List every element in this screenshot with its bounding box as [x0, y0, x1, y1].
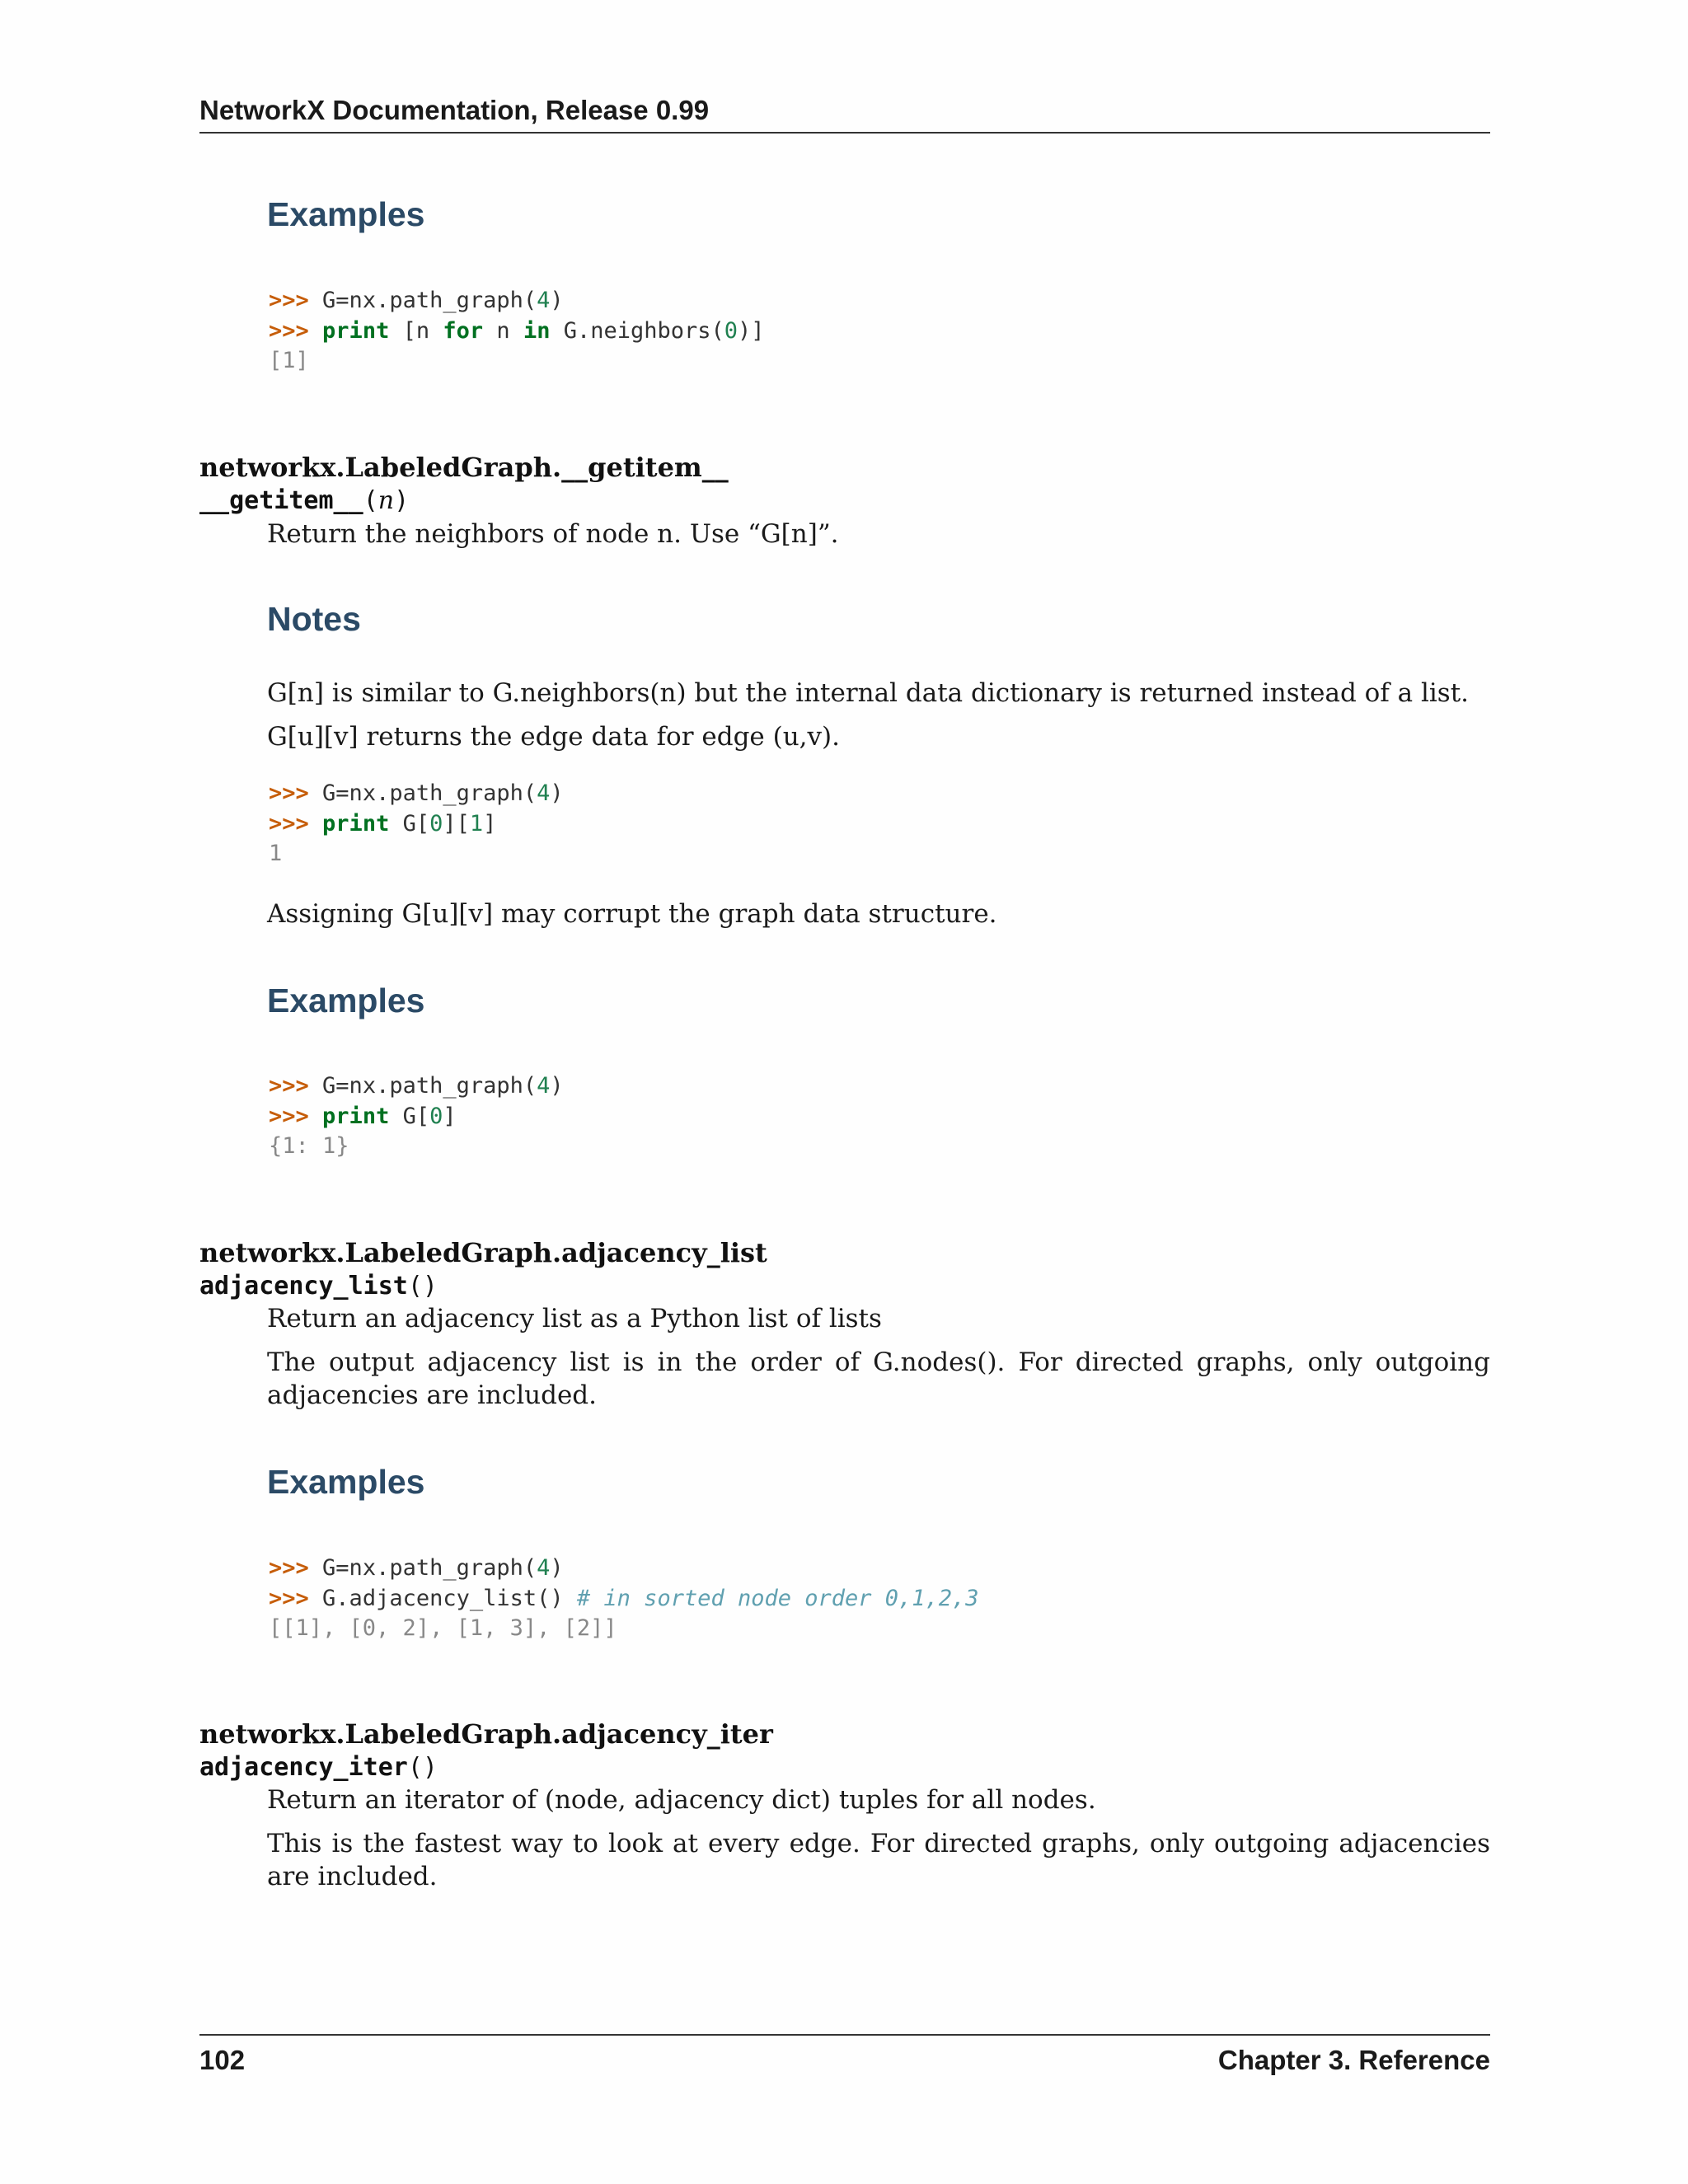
- api-paragraph: The output adjacency list is in the order of G.nodes(). For directed graphs, only outgoing adjacencies are included.: [267, 1347, 1490, 1410]
- code-line: >>> print [n for n in G.neighbors(0)]: [269, 317, 765, 344]
- page-number: 102: [199, 2045, 246, 2075]
- code-block-adjacency-list: [269, 1554, 979, 1644]
- code-output: [[1], [0, 2], [1, 3], [2]]: [269, 1615, 617, 1641]
- section-heading-examples: Examples: [267, 195, 425, 233]
- code-line: >>> print G[0]: [269, 1103, 457, 1129]
- code-line: >>> G=nx.path_graph(4): [269, 1073, 564, 1099]
- section-heading-examples: Examples: [267, 982, 425, 1019]
- code-block-getitem: [269, 1071, 564, 1162]
- code-line: >>> G=nx.path_graph(4): [269, 780, 564, 806]
- code-output: {1: 1}: [269, 1133, 349, 1159]
- api-signature: __getitem__(n): [199, 486, 410, 515]
- api-description: Return the neighbors of node n. Use “G[n]”.: [267, 519, 839, 549]
- notes-paragraph: G[n] is similar to G.neighbors(n) but the internal data dictionary is returned instead of a list.: [267, 678, 1470, 708]
- notes-paragraph: G[u][v] returns the edge data for edge (u,v).: [267, 722, 841, 752]
- notes-paragraph: Assigning G[u][v] may corrupt the graph data structure.: [267, 899, 997, 929]
- footer-rule: [199, 2034, 1490, 2036]
- api-entry-title: networkx.LabeledGraph.adjacency_iter: [199, 1718, 773, 1750]
- api-paragraph: This is the fastest way to look at every edge. For directed graphs, only outgoing adjacencies are included.: [267, 1829, 1490, 1891]
- code-line: >>> G=nx.path_graph(4): [269, 288, 564, 313]
- page-header: NetworkX Documentation, Release 0.99: [199, 91, 1490, 134]
- api-signature: adjacency_list(): [199, 1272, 438, 1301]
- api-description: Return an adjacency list as a Python list of lists: [267, 1304, 882, 1333]
- api-signature: adjacency_iter(): [199, 1753, 438, 1782]
- code-output: [1]: [269, 348, 309, 373]
- api-entry-title: networkx.LabeledGraph.__getitem__: [199, 452, 729, 483]
- section-heading-examples: Examples: [267, 1463, 425, 1501]
- code-block-edge-data: [269, 779, 564, 869]
- code-line: >>> G=nx.path_graph(4): [269, 1555, 564, 1581]
- api-entry-title: networkx.LabeledGraph.adjacency_list: [199, 1237, 767, 1268]
- code-output: 1: [269, 841, 283, 866]
- code-line: >>> print G[0][1]: [269, 810, 497, 837]
- chapter-label: Chapter 3. Reference: [1217, 2045, 1490, 2075]
- api-description: Return an iterator of (node, adjacency dict) tuples for all nodes.: [267, 1785, 1096, 1815]
- section-heading-notes: Notes: [267, 600, 361, 638]
- code-line: >>> G.adjacency_list() # in sorted node order 0,1,2,3: [269, 1585, 979, 1611]
- code-block-neighbors: [269, 286, 765, 377]
